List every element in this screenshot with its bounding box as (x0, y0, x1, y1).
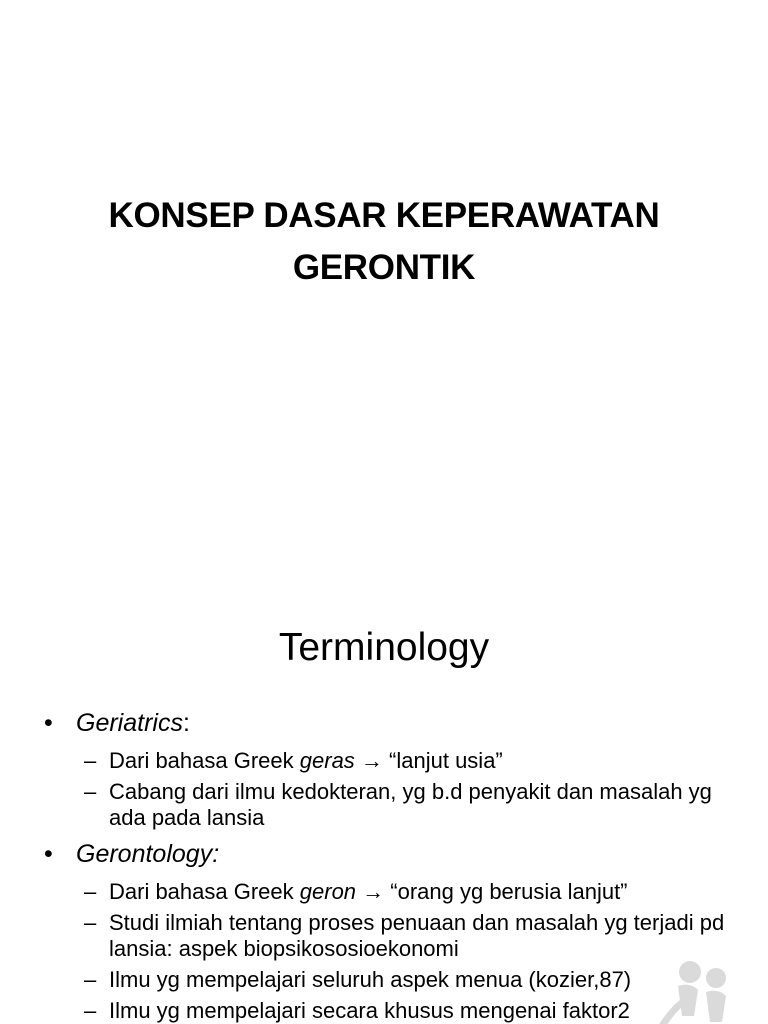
dash-mark: – (84, 967, 97, 992)
dash-mark: – (84, 879, 97, 904)
bullet-heading-text: Gerontology: (76, 840, 220, 868)
sub-bullet-post: → “lanjut usia” (354, 748, 503, 773)
elderly-figure-icon (628, 956, 738, 1024)
dash-mark: – (84, 998, 97, 1023)
sub-bullet-em: geras (299, 748, 355, 773)
sub-bullet-pre: Ilmu yg mempelajari secara khusus mengenai faktor2 (109, 998, 630, 1023)
dash-mark: – (84, 910, 97, 935)
sub-bullet (0, 910, 768, 962)
dash-mark: – (84, 779, 97, 804)
bullet-heading-suffix: : (182, 709, 190, 737)
sub-bullet-pre: Dari bahasa Greek (109, 748, 300, 773)
sub-bullet (0, 779, 768, 831)
bullet-mark: • (44, 709, 53, 737)
sub-bullet-post: → “orang yg berusia lanjut” (356, 879, 628, 904)
sub-bullet-pre: Dari bahasa Greek (109, 879, 300, 904)
sub-bullet-em: geron (299, 879, 357, 904)
sub-bullet-pre: Studi ilmiah tentang proses penuaan dan masalah yg terjadi pd lansia: aspek biopsikososioekonomi (109, 910, 725, 961)
dash-mark: – (84, 748, 97, 773)
bullet-mark: • (44, 840, 53, 868)
bullet-group-geriatrics (0, 706, 768, 831)
sub-bullet-pre: Ilmu yg mempelajari seluruh aspek menua (kozier,87) (109, 967, 632, 992)
sub-bullet-pre: Cabang dari ilmu kedokteran, yg b.d penyakit dan masalah yg ada pada lansia (109, 779, 712, 830)
bullet-heading (0, 706, 768, 740)
terminology-slide (0, 578, 768, 1024)
bullet-heading (0, 837, 768, 871)
bullet-heading-text: Geriatrics (76, 709, 183, 737)
sub-bullet (0, 879, 768, 905)
slide-title (40, 190, 728, 294)
sub-bullet (0, 748, 768, 774)
slide-title-line2: GERONTIK (292, 248, 476, 287)
slide-title-line1: KONSEP DASAR KEPERAWATAN (108, 196, 660, 235)
terminology-title: Terminology (278, 626, 490, 669)
